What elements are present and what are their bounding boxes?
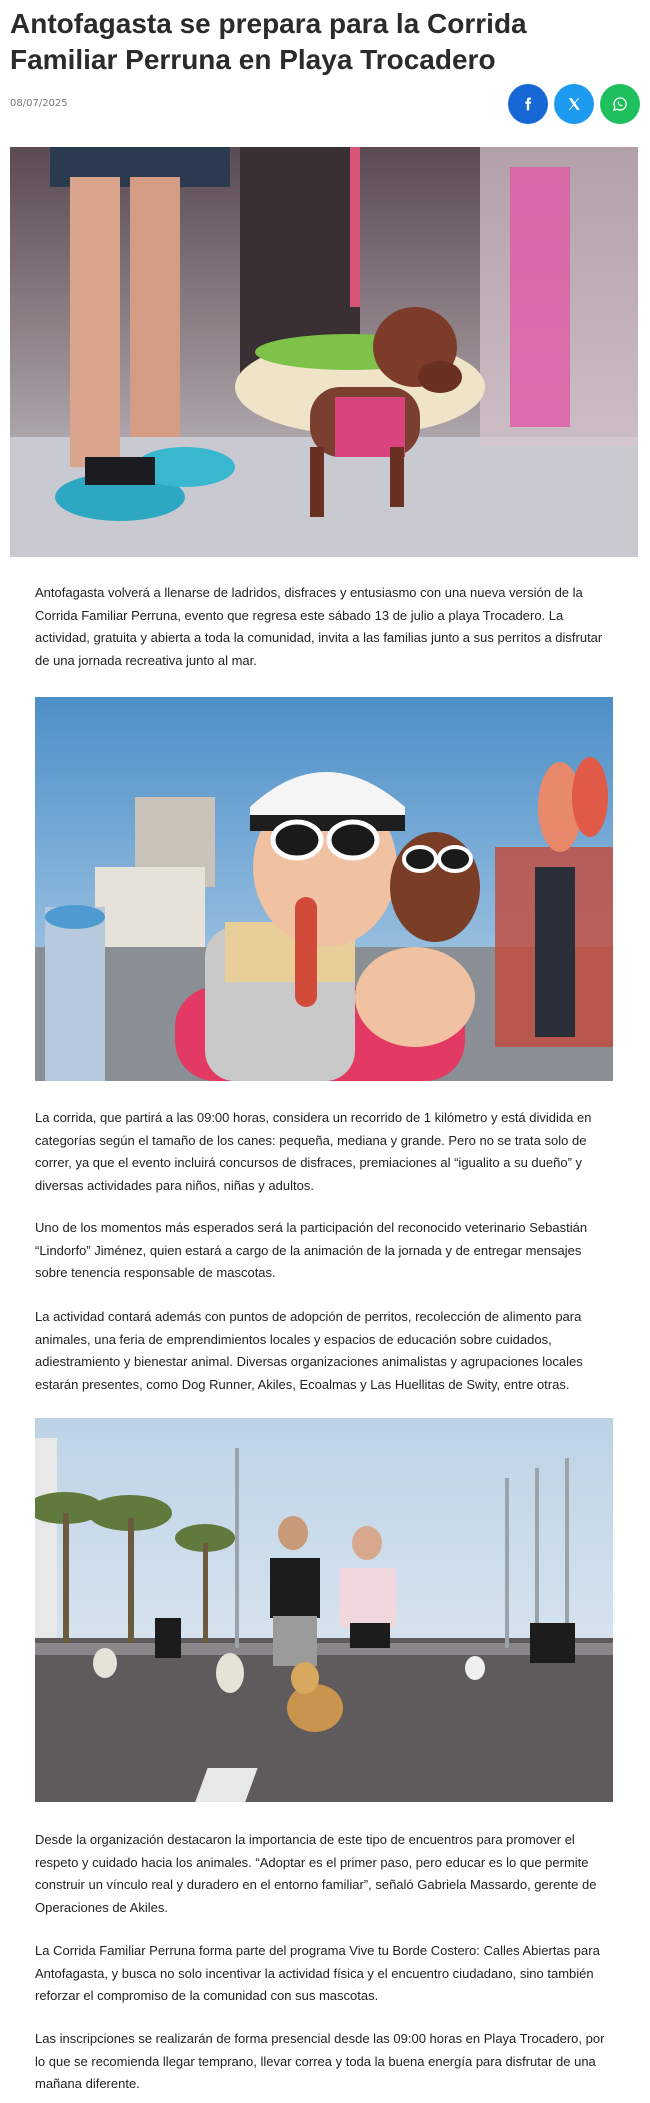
paragraph-route: La corrida, que partirá a las 09:00 horas, considera un recorrido de 1 kilómetro y está dividida en categorías según el tamaño de los canes: pequeña, mediana y grande. Pero no se trata solo de correr, ya que el evento incluirá concursos de disfraces, premiaciones al “igualito a su dueño” y diversas actividades para niños, niñas y adultos. bbox=[35, 1110, 592, 1193]
share-whatsapp-button[interactable] bbox=[600, 84, 640, 124]
article-title: Antofagasta se prepara para la Corrida Familiar Perruna en Playa Trocadero bbox=[10, 8, 527, 75]
photo-runners-with-dogs bbox=[35, 1418, 613, 1802]
facebook-icon bbox=[521, 97, 535, 111]
paragraph-program: La Corrida Familiar Perruna forma parte del programa Vive tu Borde Costero: Calles Abiertas para Antofagasta, y busca no solo incentivar la actividad física y el encuentro ciudadano, sino también reforzar el compromiso de la comunidad con sus mascotas. bbox=[35, 1943, 600, 2003]
paragraph-host: Uno de los momentos más esperados será la participación del reconocido veterinario Sebastián “Lindorfo” Jiménez, quien estará a cargo de la animación de la jornada y de entregar mensajes sobre tenencia responsable de mascotas. bbox=[35, 1220, 588, 1280]
paragraph-quote: Desde la organización destacaron la importancia de este tipo de encuentros para promover el respeto y cuidado hacia los animales. “Adoptar es el primer paso, pero educar es lo que permite construir un vínculo real y duradero en el entorno familiar”, señaló Gabriela Massardo, gerente de Operaciones de Akiles. bbox=[35, 1832, 597, 1915]
publish-date: 08/07/2025 bbox=[10, 98, 68, 109]
paragraph-intro: Antofagasta volverá a llenarse de ladridos, disfraces y entusiasmo con una nueva versión de la Corrida Familiar Perruna, evento que regresa este sábado 13 de julio a playa Trocadero. La actividad, gratuita y abierta a toda la comunidad, invita a las familias junto a sus perritos a disfrutar de una jornada recreativa junto al mar. bbox=[35, 585, 603, 668]
hero-photo-dachshund-costume bbox=[10, 147, 638, 557]
x-icon bbox=[567, 97, 581, 111]
article-meta bbox=[10, 84, 640, 124]
photo-woman-with-dachshund bbox=[35, 697, 613, 1081]
paragraph-organizations: La actividad contará además con puntos de adopción de perritos, recolección de alimento para animales, una feria de emprendimientos locales y espacios de educación sobre cuidados, adiestramiento y bienestar animal. Diversas organizaciones animalistas y agrupaciones locales estarán presentes, como Dog Runner, Akiles, Ecoalmas y Las Huellitas de Swity, entre otras. bbox=[35, 1309, 583, 1392]
share-x-button[interactable] bbox=[554, 84, 594, 124]
share-facebook-button[interactable] bbox=[508, 84, 548, 124]
paragraph-registration: Las inscripciones se realizarán de forma presencial desde las 09:00 horas en Playa Trocadero, por lo que se recomienda llegar temprano, llevar correa y toda la buena energía para disfrutar de una mañana diferente. bbox=[35, 2031, 605, 2091]
share-buttons bbox=[508, 84, 640, 124]
whatsapp-icon bbox=[612, 96, 628, 112]
